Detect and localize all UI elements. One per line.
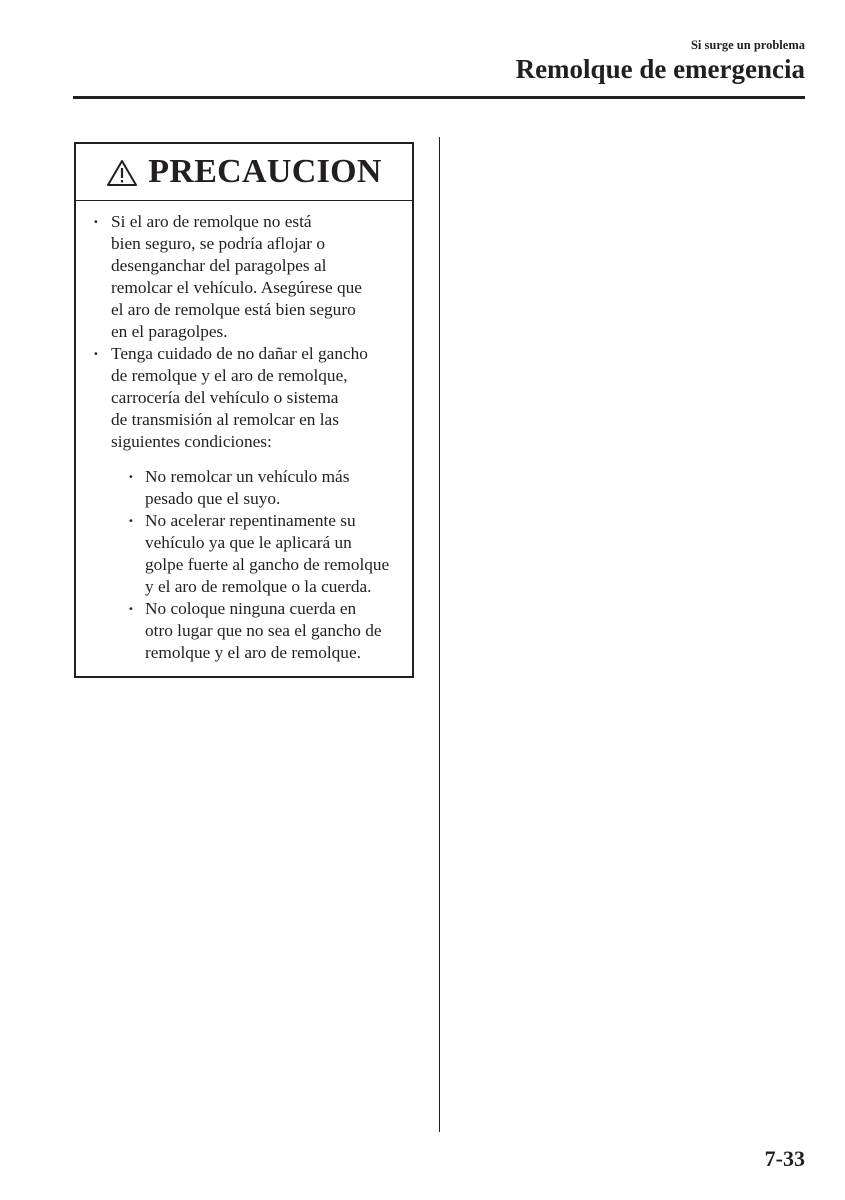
text-line: y el aro de remolque o la cuerda. [145, 577, 372, 596]
caution-item [90, 343, 404, 664]
text-line: siguientes condiciones: [111, 432, 272, 451]
header-divider [73, 96, 805, 99]
caution-box [74, 142, 414, 678]
text-line: desenganchar del paragolpes al [111, 256, 327, 275]
text-line: · No acelerar repentinamente su [145, 511, 356, 530]
text-line: el aro de remolque está bien seguro [111, 300, 356, 319]
text-line: bien seguro, se podría aflojar o [111, 234, 326, 253]
caution-header [76, 144, 412, 201]
text-line: carrocería del vehículo o sistema [111, 388, 339, 407]
text-line: vehículo ya que le aplicará un [145, 533, 352, 552]
caution-body [76, 201, 412, 664]
text-line: de remolque y el aro de remolque, [111, 366, 348, 385]
section-label: Si surge un problema [690, 38, 805, 52]
text-line: pesado que el suyo. [145, 489, 281, 508]
text-line: · No remolcar un vehículo más [145, 467, 350, 486]
text-line: remolque y el aro de remolque. [145, 643, 361, 662]
column-divider [439, 137, 440, 1132]
text-line: de transmisión al remolcar en las [111, 410, 339, 429]
text-line: remolcar el vehículo. Asegúrese que [111, 278, 362, 297]
text-line: golpe fuerte al gancho de remolque [145, 555, 390, 574]
text-line: · Si el aro de remolque no está [111, 212, 312, 231]
caution-subitem [128, 466, 404, 510]
caution-list [90, 211, 404, 664]
text-line: en el paragolpes. [111, 322, 228, 341]
text-line: otro lugar que no sea el gancho de [145, 621, 382, 640]
text-line: · Tenga cuidado de no dañar el gancho [111, 344, 368, 363]
caution-item [90, 211, 404, 343]
text-line: · No coloque ninguna cuerda en [145, 599, 357, 618]
caution-title: PRECAUCION [148, 153, 382, 190]
warning-triangle-icon [106, 159, 138, 187]
caution-sublist [111, 466, 404, 664]
caution-subitem [128, 510, 404, 598]
page-number: 7-33 [764, 1146, 805, 1171]
caution-subitem [128, 598, 404, 664]
page-title: Remolque de emergencia [515, 54, 805, 84]
